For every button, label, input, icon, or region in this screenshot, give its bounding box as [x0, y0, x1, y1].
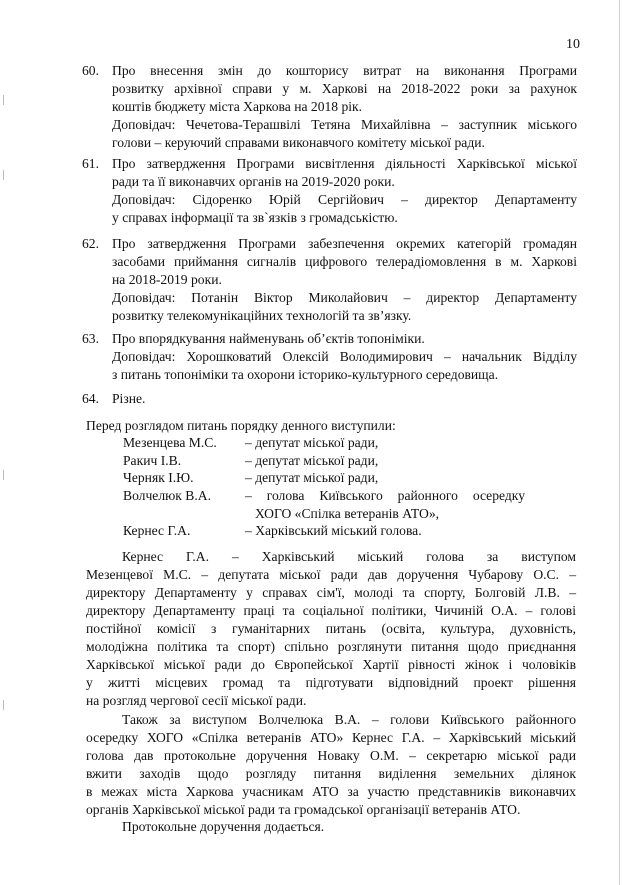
para-line: Кернес Г.А. – Харківський міський голова за виступом: [122, 549, 576, 564]
item-text: [112, 62, 577, 152]
speaker-name: Кернес Г.А.: [123, 523, 191, 538]
speaker-row: [123, 522, 563, 540]
speaker-name: Ракич І.В.: [123, 453, 182, 468]
speaker-role: – депутат міської ради,: [245, 470, 379, 485]
scan-mark: [3, 170, 4, 180]
speakers-intro: Перед розглядом питань порядку денного виступили:: [86, 418, 396, 433]
item-number: 63.: [82, 331, 99, 346]
para-line: на розгляд чергової сесії міської ради.: [86, 693, 307, 708]
speaker-row: [123, 469, 563, 487]
para-line: директору Департаменту у справах сім'ї, молоді та спорту, Болговій Л.В. –: [86, 585, 576, 600]
speaker-role-cont: ХОГО «Спілка ветеранів АТО»,: [255, 506, 440, 521]
para-line: у житті місцевих громад та підготувати відповідний проект рішення: [86, 675, 576, 690]
speaker-role: – голова Київського районного осередку: [245, 488, 525, 503]
para-line: Мезенцевої М.С. – депутата міської ради дав доручення Чубарову О.С. –: [86, 567, 576, 582]
item-line: Про впорядкування найменувань об’єктів топоніміки.: [112, 331, 425, 346]
speaker-name: Волчелюк В.А.: [123, 488, 211, 503]
para-line: органів Харківської міської ради та громадської організації ветеранів АТО.: [86, 802, 521, 817]
para-line: директору Департаменту праці та соціальної політики, Чичиній О.А. – голові: [86, 603, 576, 618]
item-line: з питань топоніміки та охорони історико-культурного середовища.: [112, 367, 499, 382]
item-text: [112, 330, 577, 384]
item-number: 61.: [82, 156, 99, 171]
page-number: 10: [566, 37, 580, 52]
speaker-row: [123, 487, 563, 523]
scan-mark: [3, 470, 4, 480]
page-edge: [619, 0, 620, 885]
closing-note: Протокольне доручення додається.: [122, 819, 325, 834]
item-line: у справах інформації та зв`язків з громадськістю.: [112, 210, 398, 225]
para-line: в межах міста Харкова учасникам АТО за участю представників виконавчих: [86, 784, 576, 799]
item-number: 60.: [82, 63, 99, 78]
speaker-row: [123, 434, 563, 452]
item-line: Різне.: [112, 391, 146, 406]
item-line: ради та її виконавчих органів на 2019-2020 роки.: [112, 174, 395, 189]
speaker-role: – депутат міської ради,: [245, 435, 379, 450]
scan-mark: [3, 700, 4, 710]
para-line: вжити заходів щодо розгляду питання виділення земельних ділянок: [86, 766, 576, 781]
item-line: на 2018-2019 роки.: [112, 272, 222, 287]
para-line: молодіжна політика та спорт) спільно розглянути питання щодо приєднання: [86, 639, 576, 654]
para-line: осередку ХОГО «Спілка ветеранів АТО» Кернес Г.А. – Харківський міський: [86, 730, 576, 745]
item-line: Про затвердження Програми висвітлення діяльності Харківської міської: [112, 156, 577, 171]
para-line: постійної комісії з гуманітарних питань (освіта, культура, духовність,: [86, 621, 576, 636]
para-line: голова дав протокольне доручення Новаку О.М. – секретарю міської ради: [86, 748, 576, 763]
speaker-role: – депутат міської ради,: [245, 453, 379, 468]
speaker-name: Черняк І.Ю.: [123, 470, 194, 485]
speaker-role: – Харківський міський голова.: [245, 523, 422, 538]
item-line: Доповідач: Потанін Віктор Миколайович – директор Департаменту: [112, 290, 577, 305]
item-line: коштів бюджету міста Харкова на 2018 рік.: [112, 99, 363, 114]
speaker-row: [123, 452, 563, 470]
speaker-name: Мезенцева М.С.: [123, 435, 217, 450]
item-line: голови – керуючий справами виконавчого комітету міської ради.: [112, 135, 485, 150]
item-text: [112, 390, 577, 408]
item-text: [112, 235, 577, 325]
item-number: 64.: [82, 391, 99, 406]
item-line: засобами приймання сигналів цифрового телерадіомовлення в м. Харкові: [112, 254, 577, 269]
item-line: розвитку архівної справи у м. Харкові на 2018-2022 роки за рахунок: [112, 81, 577, 96]
item-line: Доповідач: Сідоренко Юрій Сергійович – директор Департаменту: [112, 192, 577, 207]
para-line: Також за виступом Волчелюка В.А. – голови Київського районного: [122, 712, 576, 727]
item-line: Про затвердження Програми забезпечення окремих категорій громадян: [112, 236, 577, 251]
item-number: 62.: [82, 236, 99, 251]
item-line: Про внесення змін до кошторису витрат на виконання Програми: [112, 63, 577, 78]
paragraph-2: [86, 711, 576, 819]
item-line: розвитку телекомунікаційних технологій та зв’язку.: [112, 308, 412, 323]
para-line: Харківської міської ради до Європейської Хартії рівності жінок і чоловіків: [86, 657, 576, 672]
item-line: Доповідач: Чечетова-Терашвілі Тетяна Михайлівна – заступник міського: [112, 117, 577, 132]
scan-mark: [3, 95, 4, 105]
paragraph-1: [86, 548, 576, 710]
item-text: [112, 155, 577, 227]
item-line: Доповідач: Хорошковатий Олексій Володимирович – начальник Відділу: [112, 349, 577, 364]
